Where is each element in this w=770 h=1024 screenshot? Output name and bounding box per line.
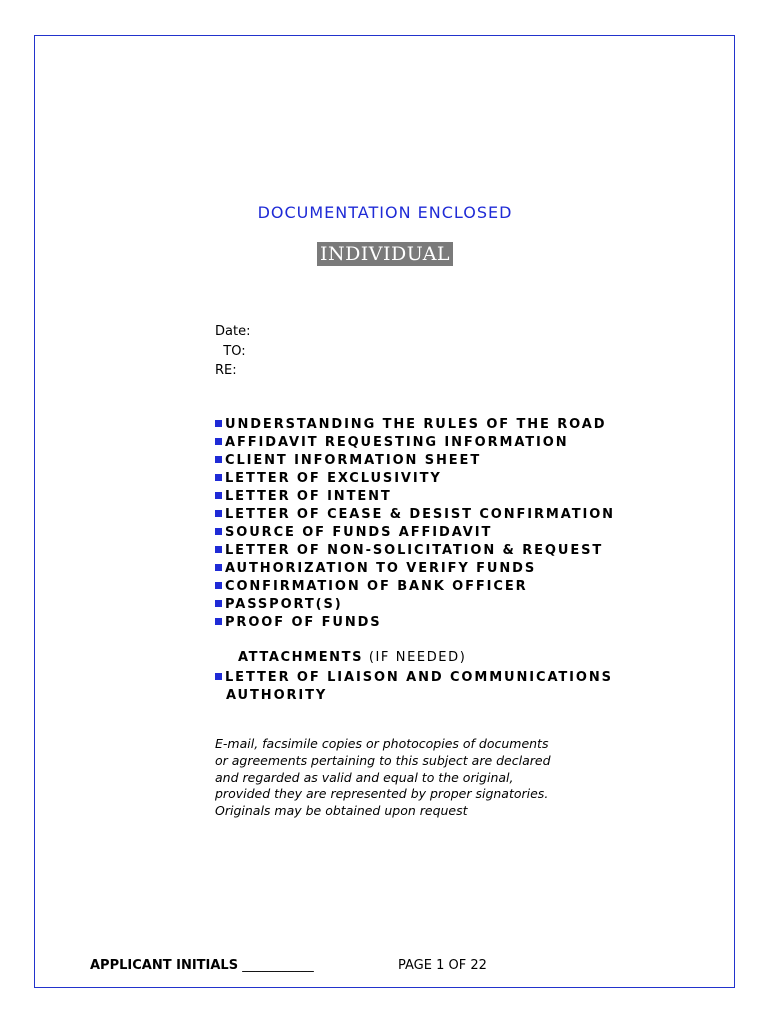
address-fields (215, 322, 250, 381)
list-item: AFFIDAVIT REQUESTING INFORMATION (215, 434, 615, 452)
list-item: CONFIRMATION OF BANK OFFICER (215, 578, 615, 596)
square-bullet-icon (215, 474, 222, 481)
applicant-initials (90, 958, 314, 973)
list-item: CLIENT INFORMATION SHEET (215, 452, 615, 470)
square-bullet-icon (215, 492, 222, 499)
attachments-qualifier: (IF NEEDED) (368, 650, 467, 665)
note-line: or agreements pertaining to this subject are declared (215, 752, 551, 768)
list-item: SOURCE OF FUNDS AFFIDAVIT (215, 524, 615, 542)
note-line: provided they are represented by proper signatories. (215, 786, 549, 802)
individual-badge: INDIVIDUAL (317, 242, 453, 266)
list-item: LETTER OF INTENT (215, 488, 615, 506)
note-line: Originals may be obtained upon request (215, 803, 468, 819)
note-line: and regarded as valid and equal to the original, (215, 769, 514, 785)
validity-note (215, 736, 605, 820)
date-label: Date: (215, 324, 251, 339)
list-item: PROOF OF FUNDS (215, 614, 615, 632)
square-bullet-icon (215, 528, 222, 535)
square-bullet-icon (215, 456, 222, 463)
square-bullet-icon (215, 582, 222, 589)
attachment-item: LETTER OF LIAISON AND COMMUNICATIONS AUTHORITY (215, 669, 685, 705)
square-bullet-icon (215, 618, 222, 625)
enclosures-list (215, 416, 615, 632)
square-bullet-icon (215, 438, 222, 445)
attachments-title: ATTACHMENTS (238, 650, 364, 665)
square-bullet-icon (215, 546, 222, 553)
square-bullet-icon (215, 673, 222, 680)
list-item: LETTER OF EXCLUSIVITY (215, 470, 615, 488)
list-item: UNDERSTANDING THE RULES OF THE ROAD (215, 416, 615, 434)
attachments-heading (238, 650, 466, 665)
square-bullet-icon (215, 510, 222, 517)
list-item: AUTHORIZATION TO VERIFY FUNDS (215, 560, 615, 578)
square-bullet-icon (215, 564, 222, 571)
initials-blank: ___________ (242, 958, 314, 973)
list-item: LETTER OF CEASE & DESIST CONFIRMATION (215, 506, 615, 524)
to-label: TO: (215, 343, 246, 359)
note-line: E-mail, facsimile copies or photocopies of documents (215, 736, 549, 751)
badge-container (0, 242, 770, 266)
list-item: LETTER OF NON-SOLICITATION & REQUEST (215, 542, 615, 560)
page-number: PAGE 1 OF 22 (398, 958, 487, 973)
list-item: PASSPORT(S) (215, 596, 615, 614)
square-bullet-icon (215, 600, 222, 607)
re-label: RE: (215, 363, 237, 378)
document-heading: DOCUMENTATION ENCLOSED (257, 203, 513, 222)
initials-label: APPLICANT INITIALS (90, 958, 239, 973)
square-bullet-icon (215, 420, 222, 427)
